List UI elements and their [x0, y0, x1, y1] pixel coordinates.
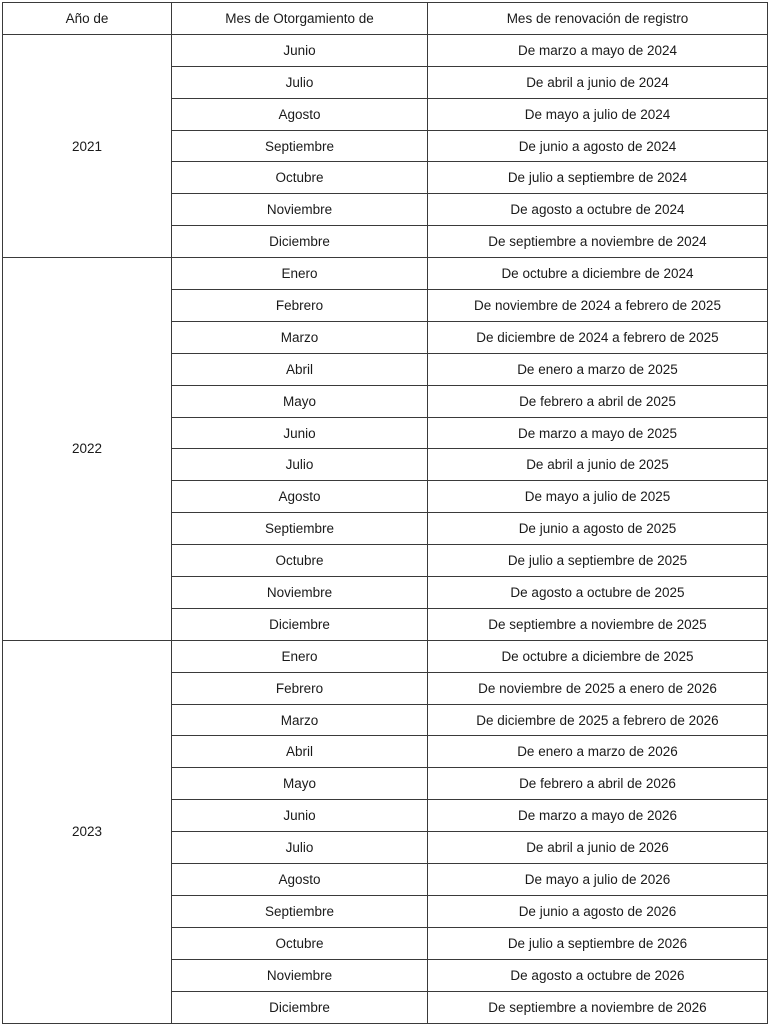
- month-cell: Agosto: [172, 864, 428, 896]
- renewal-cell: De marzo a mayo de 2025: [428, 417, 768, 449]
- month-cell: Julio: [172, 66, 428, 98]
- month-cell: Marzo: [172, 704, 428, 736]
- renewal-cell: De enero a marzo de 2025: [428, 353, 768, 385]
- month-cell: Julio: [172, 832, 428, 864]
- month-cell: Octubre: [172, 927, 428, 959]
- month-cell: Noviembre: [172, 194, 428, 226]
- month-cell: Noviembre: [172, 577, 428, 609]
- renewal-cell: De febrero a abril de 2026: [428, 768, 768, 800]
- renewal-cell: De enero a marzo de 2026: [428, 736, 768, 768]
- month-cell: Mayo: [172, 768, 428, 800]
- month-cell: Diciembre: [172, 226, 428, 258]
- renewal-cell: De mayo a julio de 2024: [428, 98, 768, 130]
- renewal-cell: De julio a septiembre de 2025: [428, 545, 768, 577]
- month-cell: Abril: [172, 736, 428, 768]
- year-cell: 2022: [3, 258, 172, 641]
- renewal-cell: De octubre a diciembre de 2024: [428, 258, 768, 290]
- renewal-cell: De mayo a julio de 2025: [428, 481, 768, 513]
- month-cell: Septiembre: [172, 513, 428, 545]
- header-month: Mes de Otorgamiento de: [172, 3, 428, 35]
- renewal-cell: De junio a agosto de 2025: [428, 513, 768, 545]
- year-cell: 2023: [3, 640, 172, 1023]
- month-cell: Octubre: [172, 162, 428, 194]
- renewal-cell: De septiembre a noviembre de 2025: [428, 608, 768, 640]
- renewal-cell: De abril a junio de 2024: [428, 66, 768, 98]
- table-row: [3, 34, 768, 66]
- month-cell: Noviembre: [172, 959, 428, 991]
- table-row: [3, 640, 768, 672]
- header-renewal: Mes de renovación de registro: [428, 3, 768, 35]
- month-cell: Marzo: [172, 321, 428, 353]
- renewal-cell: De agosto a octubre de 2026: [428, 959, 768, 991]
- renewal-cell: De febrero a abril de 2025: [428, 385, 768, 417]
- month-cell: Febrero: [172, 290, 428, 322]
- renewal-cell: De noviembre de 2024 a febrero de 2025: [428, 290, 768, 322]
- renewal-cell: De marzo a mayo de 2026: [428, 800, 768, 832]
- renewal-cell: De julio a septiembre de 2024: [428, 162, 768, 194]
- table-header: [3, 3, 768, 35]
- renewal-cell: De mayo a julio de 2026: [428, 864, 768, 896]
- header-row: [3, 3, 768, 35]
- year-cell: 2021: [3, 34, 172, 257]
- table-row: [3, 258, 768, 290]
- month-cell: Septiembre: [172, 895, 428, 927]
- renewal-cell: De septiembre a noviembre de 2024: [428, 226, 768, 258]
- month-cell: Septiembre: [172, 130, 428, 162]
- month-cell: Diciembre: [172, 608, 428, 640]
- month-cell: Junio: [172, 800, 428, 832]
- renewal-cell: De agosto a octubre de 2024: [428, 194, 768, 226]
- renewal-cell: De marzo a mayo de 2024: [428, 34, 768, 66]
- month-cell: Agosto: [172, 481, 428, 513]
- month-cell: Enero: [172, 640, 428, 672]
- month-cell: Agosto: [172, 98, 428, 130]
- renewal-cell: De octubre a diciembre de 2025: [428, 640, 768, 672]
- month-cell: Mayo: [172, 385, 428, 417]
- month-cell: Octubre: [172, 545, 428, 577]
- renewal-cell: De junio a agosto de 2026: [428, 895, 768, 927]
- renewal-cell: De septiembre a noviembre de 2026: [428, 991, 768, 1023]
- renewal-cell: De agosto a octubre de 2025: [428, 577, 768, 609]
- renewal-cell: De diciembre de 2024 a febrero de 2025: [428, 321, 768, 353]
- month-cell: Junio: [172, 34, 428, 66]
- header-year: Año de: [3, 3, 172, 35]
- month-cell: Junio: [172, 417, 428, 449]
- month-cell: Febrero: [172, 672, 428, 704]
- month-cell: Abril: [172, 353, 428, 385]
- renewal-cell: De noviembre de 2025 a enero de 2026: [428, 672, 768, 704]
- renewal-cell: De julio a septiembre de 2026: [428, 927, 768, 959]
- table-body: [3, 34, 768, 1023]
- renewal-cell: De junio a agosto de 2024: [428, 130, 768, 162]
- renewal-table: [2, 2, 768, 1024]
- month-cell: Julio: [172, 449, 428, 481]
- renewal-cell: De abril a junio de 2026: [428, 832, 768, 864]
- renewal-cell: De diciembre de 2025 a febrero de 2026: [428, 704, 768, 736]
- month-cell: Enero: [172, 258, 428, 290]
- renewal-cell: De abril a junio de 2025: [428, 449, 768, 481]
- month-cell: Diciembre: [172, 991, 428, 1023]
